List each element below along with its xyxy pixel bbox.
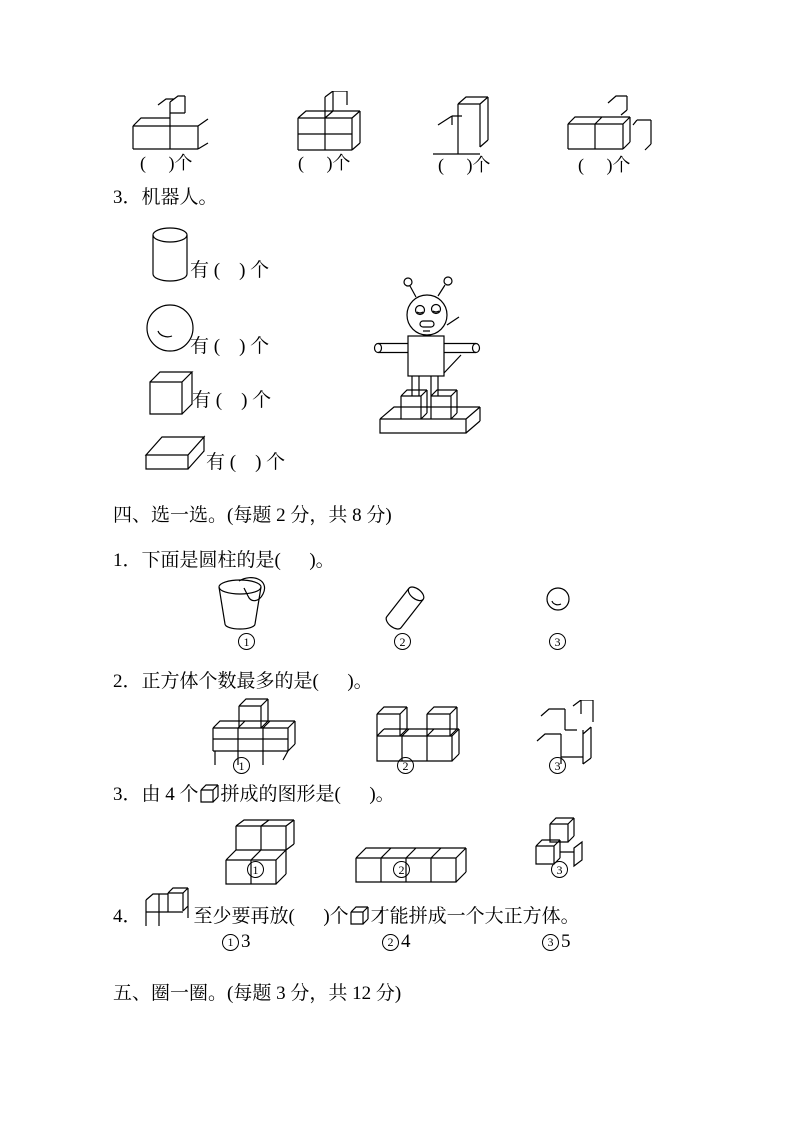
tilted-cylinder-figure: [380, 578, 430, 638]
robot-antenna-ball-left: [404, 278, 412, 286]
robot-drawing: [368, 268, 486, 448]
count-caption: ( )个: [140, 153, 193, 173]
q2-figure-3: [533, 700, 601, 772]
q2-option-2-label: 2: [397, 757, 414, 774]
q2-figure-2: [372, 704, 467, 766]
q2-option-3-label: 3: [549, 757, 566, 774]
q4-option-3: [542, 931, 571, 953]
cube-sketch-b: [288, 91, 368, 155]
q4-option-3-num: 3: [542, 934, 559, 951]
cube-sketch-c: [428, 92, 510, 160]
cube-shape: [146, 368, 198, 416]
q4-text-prefix: 4．: [113, 906, 142, 928]
q4-option-1-value: 3: [241, 931, 251, 952]
q4-text-line: [113, 884, 580, 930]
count-text-cuboid: 有 ( ) 个: [206, 452, 286, 473]
cuboid-shape: [142, 431, 208, 477]
q1-text: 1．下面是圆柱的是( )。: [113, 550, 335, 571]
count-caption: ( )个: [298, 153, 351, 173]
q1-option-1-label: 1: [238, 633, 255, 650]
count-text-cylinder: 有 ( ) 个: [190, 260, 270, 281]
q4-option-2-num: 2: [382, 934, 399, 951]
cube-sketch-d: [563, 94, 658, 156]
robot-antenna-ball-right: [444, 277, 452, 285]
q2-option-1-label: 1: [233, 757, 250, 774]
q3-option-1-label: 1: [247, 861, 264, 878]
bucket-figure: [214, 576, 274, 634]
q3-text-before: 3．由 4 个: [113, 784, 199, 806]
robot-question-label: 3．机器人。: [113, 187, 218, 208]
cylinder-shape: [150, 227, 190, 283]
q1-option-2-label: 2: [394, 633, 411, 650]
count-text-sphere: 有 ( ) 个: [190, 336, 270, 357]
robot-mouth: [420, 321, 434, 327]
q2-figure-1: [203, 698, 303, 770]
q3-figure-2: [352, 836, 474, 888]
cube-sketch-a: [128, 93, 218, 153]
q3-text-after: 拼成的图形是( )。: [220, 784, 395, 806]
q3-text-line: [113, 781, 395, 808]
section-five-heading: 五、圈一圈。(每题 3 分，共 12 分): [113, 983, 402, 1004]
q4-option-3-value: 5: [561, 931, 571, 952]
count-caption: ( )个: [578, 155, 631, 175]
q3-figure-1: [218, 818, 303, 890]
small-cube-icon: [349, 903, 371, 927]
count-caption: ( )个: [438, 155, 491, 175]
q4-option-2: [382, 931, 411, 953]
section-four-heading: 四、选一选。(每题 2 分，共 8 分): [113, 505, 392, 526]
q3-option-2-label: 2: [393, 861, 410, 878]
q4-text-middle: 至少要再放( )个: [193, 906, 349, 928]
q4-text-suffix: 才能拼成一个大正方体。: [370, 906, 580, 928]
q3-option-3-label: 3: [551, 861, 568, 878]
q4-option-1: [222, 931, 251, 953]
q4-option-2-value: 4: [401, 931, 411, 952]
ball-figure: [544, 586, 572, 614]
robot-head: [407, 295, 447, 335]
count-text-cube: 有 ( ) 个: [192, 390, 272, 411]
cube-l-sketch: [142, 884, 194, 930]
sphere-shape: [144, 302, 196, 354]
q2-text: 2．正方体个数最多的是( )。: [113, 671, 373, 692]
q1-option-3-label: 3: [549, 633, 566, 650]
robot-body: [408, 336, 444, 376]
small-cube-icon: [199, 781, 221, 805]
q4-option-1-num: 1: [222, 934, 239, 951]
